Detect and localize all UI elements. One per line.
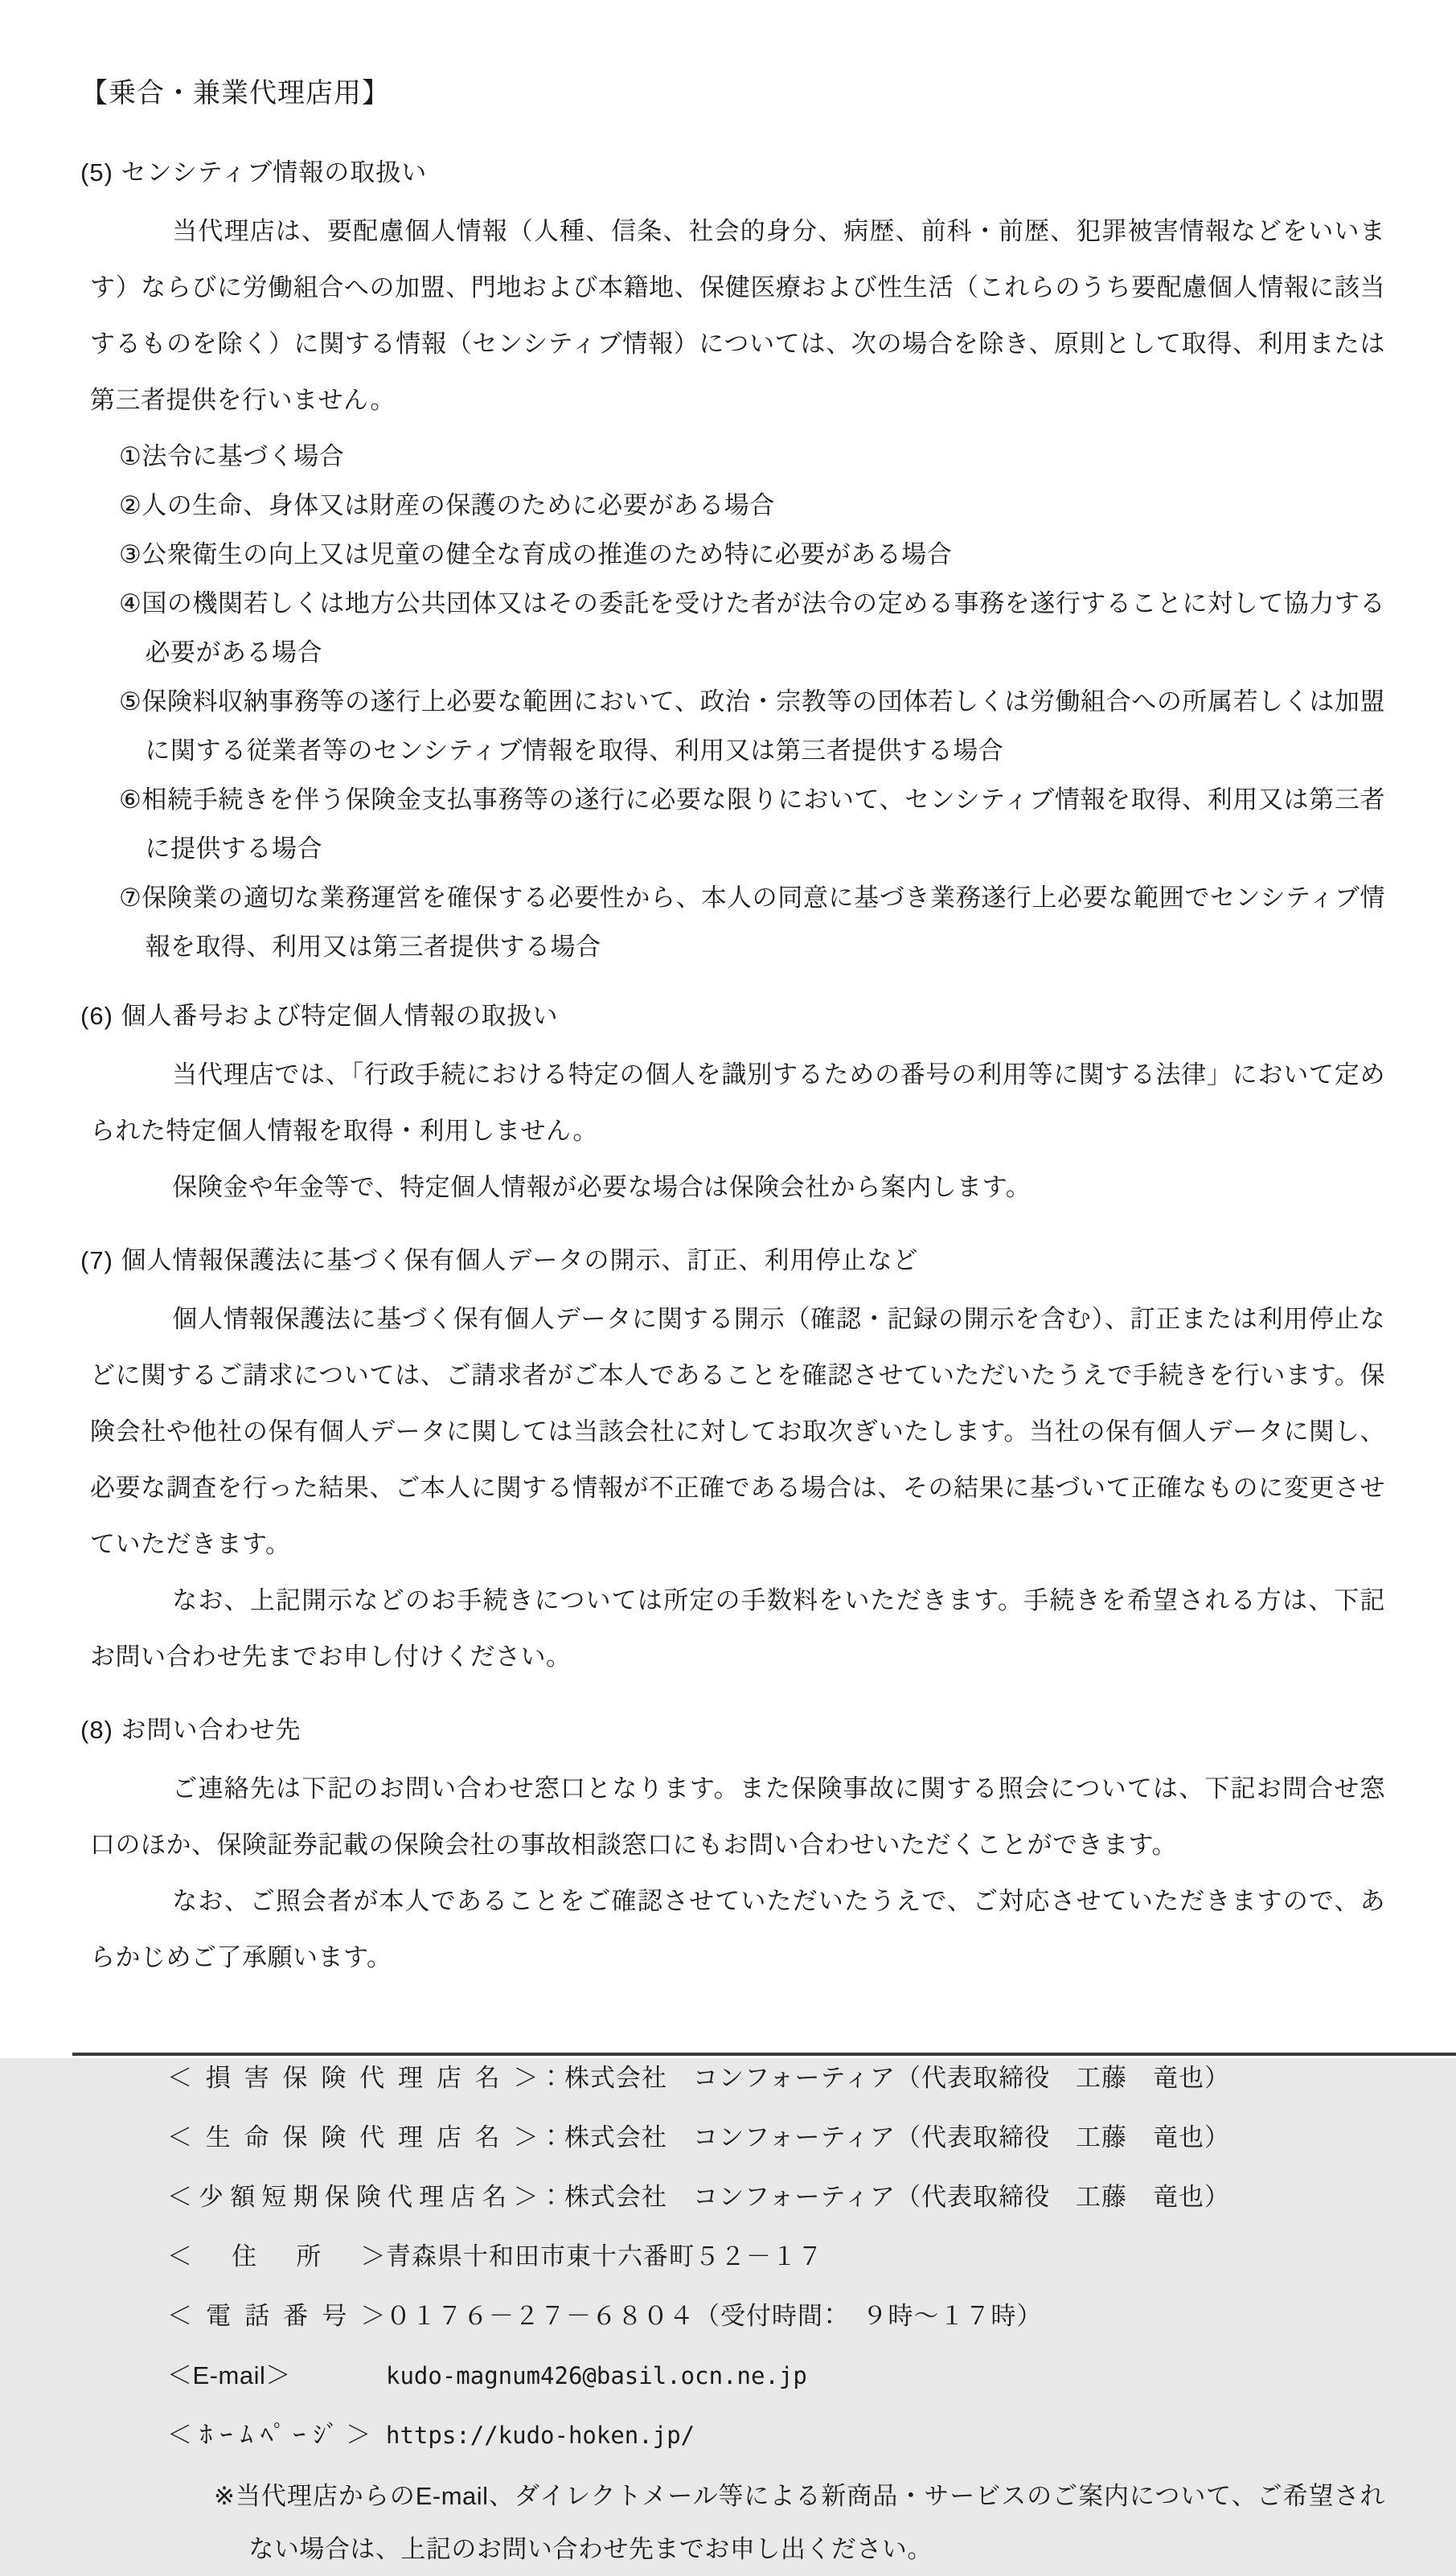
list-item-1: ①法令に基づく場合 <box>119 442 345 470</box>
section-7-paragraph-1: 個人情報保護法に基づく保有個人データに関する開示（確認・記録の開示を含む）、訂正または利用停止などに関するご請求については、ご請求者がご本人であることを確認させていただいたうえで手続きを行います。保険会社や他社の保有個人データに関しては当該会社に対してお取次ぎいたします。当社の保有個人データに関し、必要な調査を行った結果、ご本人に関する情報が不正確である場合は、その結果に基づいて正確なものに変更させていただきます。 <box>90 1305 1385 1558</box>
section-6-paragraph-1: 当代理店では、「行政手続における特定の個人を識別するための番号の利用等に関する法律」において定められた特定個人情報を取得・利用しません。 <box>90 1060 1385 1145</box>
list-item-3: ③公衆衛生の向上又は児童の健全な育成の推進のため特に必要がある場合 <box>119 540 953 568</box>
section-6-my-number <box>80 991 1385 1216</box>
contact-details-block <box>167 2049 1385 2576</box>
list-item-5: ⑤保険料収納事務等の遂行上必要な範囲において、政治・宗教等の団体若しくは労働組合への所属若しくは加盟に関する従業者等のセンシティブ情報を取得、利用又は第三者提供する場合 <box>119 687 1385 765</box>
contact-row-small-amount-agency <box>167 2168 1385 2227</box>
section-7-disclosure <box>80 1235 1385 1685</box>
document-type-label: 【乗合・兼業代理店用】 <box>80 78 390 109</box>
section-5-sensitive-info <box>80 147 1385 971</box>
contact-row-homepage <box>167 2406 1385 2465</box>
list-item-6: ⑥相続手続きを伴う保険金支払事務等の遂行に必要な限りにおいて、センシティブ情報を取得、利用又は第三者に提供する場合 <box>119 786 1385 863</box>
section-7-heading: (7) 個人情報保護法に基づく保有個人データの開示、訂正、利用停止など <box>80 1246 919 1274</box>
list-item-2: ②人の生命、身体又は財産の保護のために必要がある場合 <box>119 491 775 519</box>
list-item-4: ④国の機関若しくは地方公共団体又はその委託を受けた者が法令の定める事務を遂行することに対して協力する必要がある場合 <box>119 589 1385 667</box>
address-label: ＜ 住 所 ＞ <box>167 2242 386 2270</box>
section-5-numbered-list <box>119 432 1385 971</box>
scan-artifact-line <box>72 2053 1456 2056</box>
section-8-contact <box>80 1704 1385 1986</box>
contact-row-address <box>167 2227 1385 2287</box>
contact-row-life-agency <box>167 2108 1385 2168</box>
life-agency-value: ：株式会社 コンフォーティア（代表取締役 工藤 竜也） <box>539 2123 1230 2151</box>
small-amount-agency-value: ：株式会社 コンフォーティア（代表取締役 工藤 竜也） <box>539 2183 1230 2211</box>
life-agency-label: ＜生命保険代理店名＞ <box>167 2123 539 2151</box>
nonlife-agency-value: ：株式会社 コンフォーティア（代表取締役 工藤 竜也） <box>539 2064 1230 2092</box>
nonlife-agency-label: ＜損害保険代理店名＞ <box>167 2064 539 2092</box>
section-6-heading: (6) 個人番号および特定個人情報の取扱い <box>80 1002 559 1030</box>
contact-row-nonlife-agency <box>167 2049 1385 2108</box>
email-label: ＜E-mail＞ <box>167 2361 291 2389</box>
section-5-heading: (5) センシティブ情報の取扱い <box>80 158 428 187</box>
section-8-paragraph-2: なお、ご照会者が本人であることをご確認させていただいたうえで、ご対応させていただきますので、あらかじめご了承願います。 <box>90 1887 1385 1971</box>
direct-mail-optout-note: ※当代理店からのE-mail、ダイレクトメール等による新商品・サービスのご案内について、ご希望されない場合は、上記のお問い合わせ先までお申し出ください。 <box>214 2482 1385 2563</box>
email-value: kudo-magnum426@basil.ocn.ne.jp <box>386 2362 807 2389</box>
section-7-paragraph-2: なお、上記開示などのお手続きについては所定の手数料をいただきます。手続きを希望される方は、下記お問い合わせ先までお申し付けください。 <box>90 1586 1385 1671</box>
phone-label: ＜電話番号＞ <box>167 2302 386 2330</box>
phone-value: ０１７６－２７－６８０４（受付時間： ９時～１７時） <box>386 2302 1043 2330</box>
section-6-paragraph-2: 保険金や年金等で、特定個人情報が必要な場合は保険会社から案内します。 <box>172 1173 1032 1201</box>
section-8-heading: (8) お問い合わせ先 <box>80 1716 301 1744</box>
homepage-label: ＜ﾎｰﾑﾍﾟｰｼﾞ＞ <box>167 2421 371 2449</box>
contact-row-phone <box>167 2287 1385 2346</box>
small-amount-agency-label: ＜少額短期保険代理店名＞ <box>167 2183 539 2211</box>
section-8-paragraph-1: ご連絡先は下記のお問い合わせ窓口となります。また保険事故に関する照会については、下記お問合せ窓口のほか、保険証券記載の保険会社の事故相談窓口にもお問い合わせいただくことができます。 <box>90 1774 1385 1859</box>
section-5-intro-paragraph: 当代理店は、要配慮個人情報（人種、信条、社会的身分、病歴、前科・前歴、犯罪被害情報などをいいます）ならびに労働組合への加盟、門地および本籍地、保健医療および性生活（これらのうち要配慮個人情報に該当するものを除く）に関する情報（センシティブ情報）については、次の場合を除き、原則として取得、利用または第三者提供を行いません。 <box>90 217 1385 414</box>
homepage-value: https://kudo-hoken.jp/ <box>386 2422 695 2449</box>
contact-row-email <box>167 2346 1385 2406</box>
address-value: 青森県十和田市東十六番町５２－１７ <box>386 2242 823 2270</box>
list-item-7: ⑦保険業の適切な業務運営を確保する必要性から、本人の同意に基づき業務遂行上必要な範囲でセンシティブ情報を取得、利用又は第三者提供する場合 <box>119 884 1385 961</box>
